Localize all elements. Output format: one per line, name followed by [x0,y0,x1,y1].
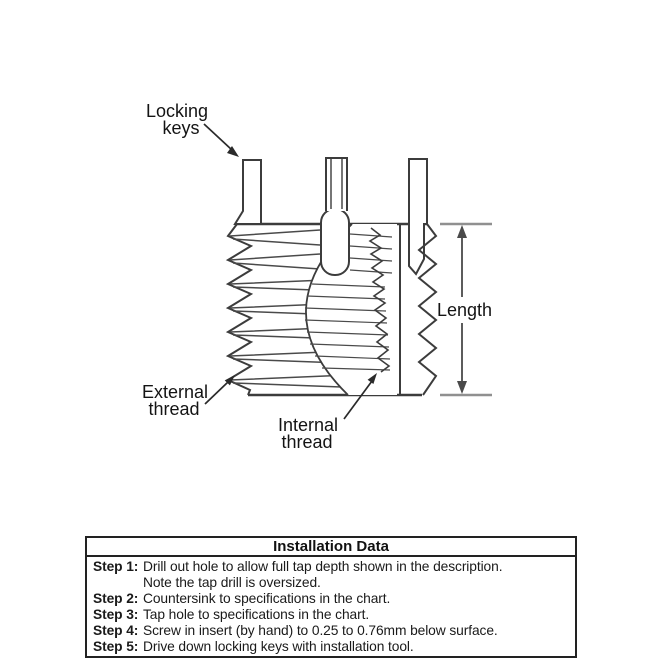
label-internal-thread: thread [281,432,333,452]
table-row-step-4 [93,623,573,639]
step-label: Step 5: [93,638,139,654]
arrow-up-icon [457,225,467,238]
label-external-thread: External [141,382,209,402]
step-text-line: Screw in insert (by hand) to 0.25 to 0.76mm below surface. [143,622,498,638]
table-body [87,557,575,656]
left-locking-key [235,160,261,224]
step-text [143,623,498,639]
right-locking-key [409,159,427,274]
step-text-line: Tap hole to specifications in the chart. [143,606,370,622]
step-text [143,591,390,607]
table-row-step-2 [93,591,573,607]
external-thread-profile [228,224,251,395]
step-text [143,607,369,623]
step-label: Step 1: [93,559,139,574]
step-label: Step 2: [93,590,139,606]
step-text-line: Drill out hole to allow full tap depth shown in the description. [143,559,503,574]
label-locking-keys: keys [162,118,200,138]
table-row-step-5 [93,639,573,655]
step-label: Step 4: [93,622,139,638]
arrow-down-icon [457,381,467,394]
step-text [143,559,502,591]
label-external-thread: thread [148,399,200,419]
middle-locking-key [321,158,349,275]
table-row-step-3 [93,607,573,623]
step-text-line: Note the tap drill is oversized. [143,574,321,590]
step-text [143,639,414,655]
installation-data-table [85,536,577,658]
label-length: Length [437,300,493,320]
label-locking-keys: Locking [145,101,209,121]
step-text-line: Drive down locking keys with installation tool. [143,638,414,654]
table-row-step-1 [93,559,573,591]
label-internal-thread: Internal [277,415,339,435]
table-title: Installation Data [87,538,575,557]
step-text-line: Countersink to specifications in the chart. [143,590,391,606]
step-label: Step 3: [93,606,139,622]
